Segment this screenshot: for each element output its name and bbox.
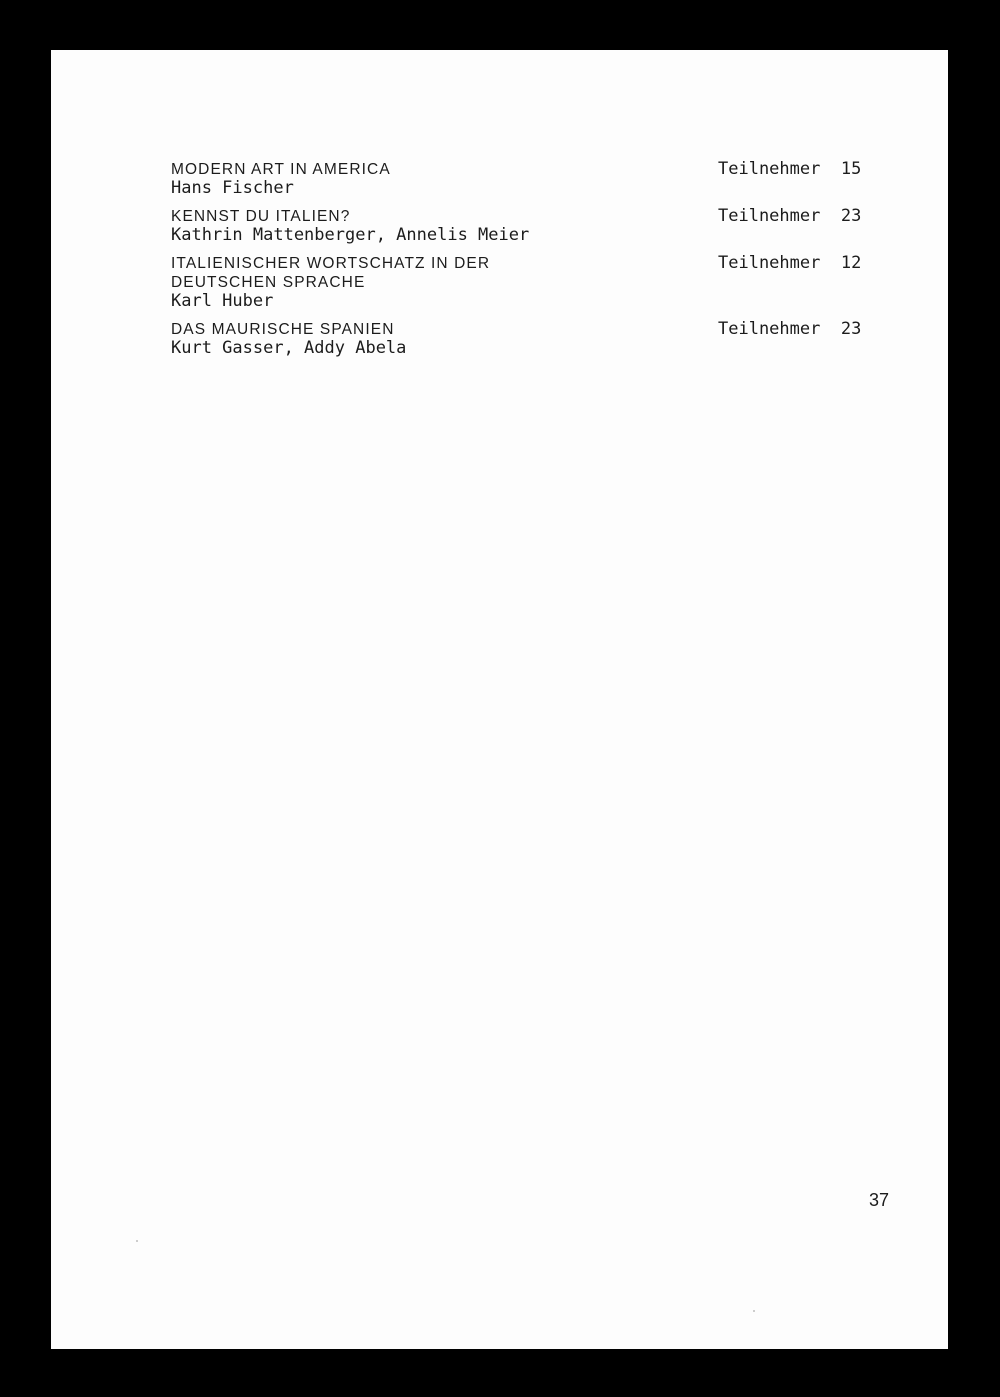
participants-info — [718, 320, 861, 339]
participants-label: Teilnehmer — [718, 319, 821, 339]
course-entry — [171, 206, 862, 245]
participants-info — [718, 254, 861, 273]
participants-info — [718, 160, 861, 179]
participants-count: 12 — [840, 253, 862, 273]
course-entry — [171, 253, 862, 311]
participants-info — [718, 207, 861, 226]
course-title-continued: DEUTSCHEN SPRACHE — [171, 274, 366, 291]
course-authors: Karl Huber — [171, 291, 274, 311]
scan-speck — [753, 1310, 755, 1312]
participants-label: Teilnehmer — [718, 206, 821, 226]
participants-count: 15 — [840, 159, 862, 179]
course-title: DAS MAURISCHE SPANIEN — [171, 321, 395, 338]
course-title: KENNST DU ITALIEN? — [171, 208, 351, 225]
course-authors: Kurt Gasser, Addy Abela — [171, 338, 407, 358]
course-title: MODERN ART IN AMERICA — [171, 161, 391, 178]
participants-label: Teilnehmer — [718, 253, 821, 273]
course-title: ITALIENISCHER WORTSCHATZ IN DER — [171, 255, 491, 272]
participants-label: Teilnehmer — [718, 159, 821, 179]
participants-count: 23 — [840, 206, 862, 226]
participants-count: 23 — [840, 319, 862, 339]
course-entry — [171, 319, 862, 358]
course-entry — [171, 159, 862, 198]
scan-speck — [136, 1240, 138, 1242]
course-authors: Hans Fischer — [171, 178, 294, 198]
paper-sheet — [51, 50, 948, 1349]
page-number: 37 — [869, 1190, 890, 1210]
course-authors: Kathrin Mattenberger, Annelis Meier — [171, 225, 530, 245]
